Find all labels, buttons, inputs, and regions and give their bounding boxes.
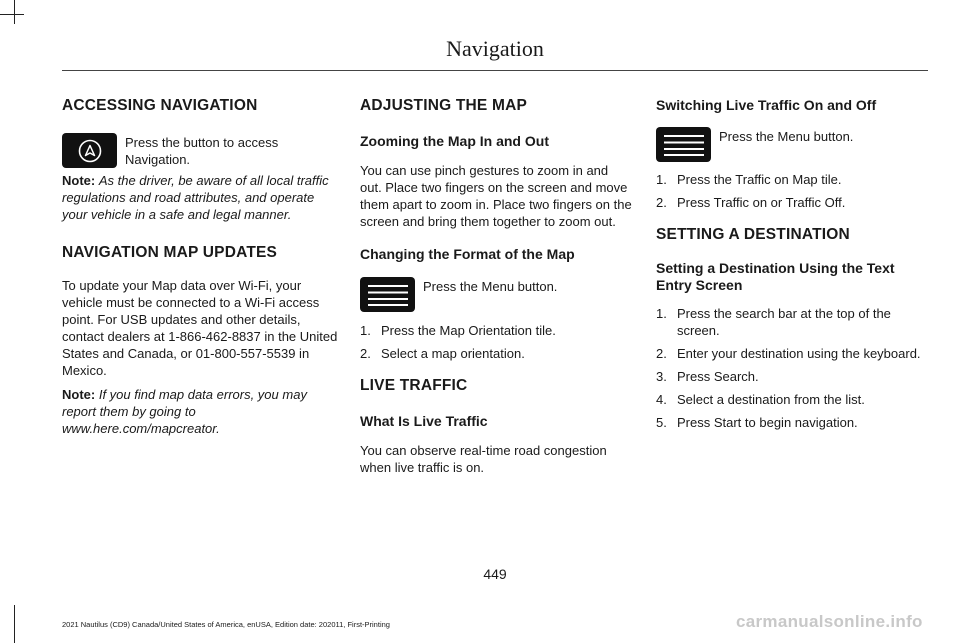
note-text: If you find map data errors, you may report them by going to www.here.com/mapcreator. xyxy=(62,387,307,436)
access-instruction xyxy=(62,133,338,168)
list-item: 1. Press the Traffic on Map tile. xyxy=(656,172,842,187)
format-steps-list xyxy=(360,322,632,362)
switch-steps-list xyxy=(656,171,928,211)
list-item: 1. Press the Map Orientation tile. xyxy=(360,323,556,338)
list-item: 3. Press Search. xyxy=(656,369,759,384)
crop-mark-bottom-left-vertical xyxy=(14,605,15,643)
page-number: 449 xyxy=(483,566,507,582)
note-label: Note: xyxy=(62,387,96,402)
subheading-what-is-live-traffic: What Is Live Traffic xyxy=(360,413,488,429)
switch-menu-text: Press the Menu button. xyxy=(719,129,854,144)
note-map-errors xyxy=(62,386,338,437)
crop-mark-top-left-horizontal xyxy=(0,14,24,15)
menu-icon xyxy=(360,277,415,312)
column-middle xyxy=(360,96,632,476)
column-right xyxy=(656,96,928,437)
heading-map-updates: NAVIGATION MAP UPDATES xyxy=(62,244,278,261)
note-driver-awareness xyxy=(62,172,338,223)
map-updates-text: To update your Map data over Wi-Fi, your vehicle must be connected to a Wi-Fi access point. For USB updates and other details, contact dealers at 1-866-462-8837 in the United States and Canada, or 01-800-557-5539 in Mexico. xyxy=(62,278,338,378)
footer-edition-info: 2021 Nautilus (CD9) Canada/United States of America, enUSA, Edition date: 202011, First-Printing xyxy=(62,620,390,629)
watermark: carmanualsonline.info xyxy=(736,612,923,631)
list-item: 2. Enter your destination using the keyboard. xyxy=(656,346,921,361)
list-item: 5. Press Start to begin navigation. xyxy=(656,415,858,430)
destination-steps-list xyxy=(656,305,928,431)
heading-accessing-navigation: ACCESSING NAVIGATION xyxy=(62,97,258,114)
subheading-switching-live-traffic: Switching Live Traffic On and Off xyxy=(656,97,877,113)
list-item: 2. Select a map orientation. xyxy=(360,346,525,361)
crop-mark-top-left-vertical xyxy=(14,0,15,24)
format-menu-text: Press the Menu button. xyxy=(423,279,558,294)
note-label: Note: xyxy=(62,173,96,188)
note-text: As the driver, be aware of all local traffic regulations and road attributes, and operate your vehicle in a safe and legal manner. xyxy=(62,173,329,222)
header-divider xyxy=(62,70,928,71)
heading-live-traffic: LIVE TRAFFIC xyxy=(360,377,468,394)
heading-setting-destination: SETTING A DESTINATION xyxy=(656,226,850,243)
access-text: Press the button to access Navigation. xyxy=(125,135,279,167)
switch-menu-instruction xyxy=(656,127,928,162)
page-title: Navigation xyxy=(446,36,544,61)
zoom-text: You can use pinch gestures to zoom in and out. Place two fingers on the screen and move them apart to zoom in. Place two fingers on the screen and bring them together to zoom out. xyxy=(360,163,632,229)
column-left xyxy=(62,96,338,437)
navigation-icon xyxy=(62,133,117,168)
list-item: 1. Press the search bar at the top of the screen. xyxy=(656,306,891,338)
format-menu-instruction xyxy=(360,277,632,312)
list-item: 4. Select a destination from the list. xyxy=(656,392,865,407)
subheading-changing-format: Changing the Format of the Map xyxy=(360,246,575,262)
heading-adjusting-map: ADJUSTING THE MAP xyxy=(360,97,528,114)
subheading-text-entry: Setting a Destination Using the Text Entry Screen xyxy=(656,260,895,293)
menu-icon xyxy=(656,127,711,162)
live-traffic-text: You can observe real-time road congestion when live traffic is on. xyxy=(360,443,607,475)
list-item: 2. Press Traffic on or Traffic Off. xyxy=(656,195,846,210)
subheading-zooming: Zooming the Map In and Out xyxy=(360,133,549,149)
